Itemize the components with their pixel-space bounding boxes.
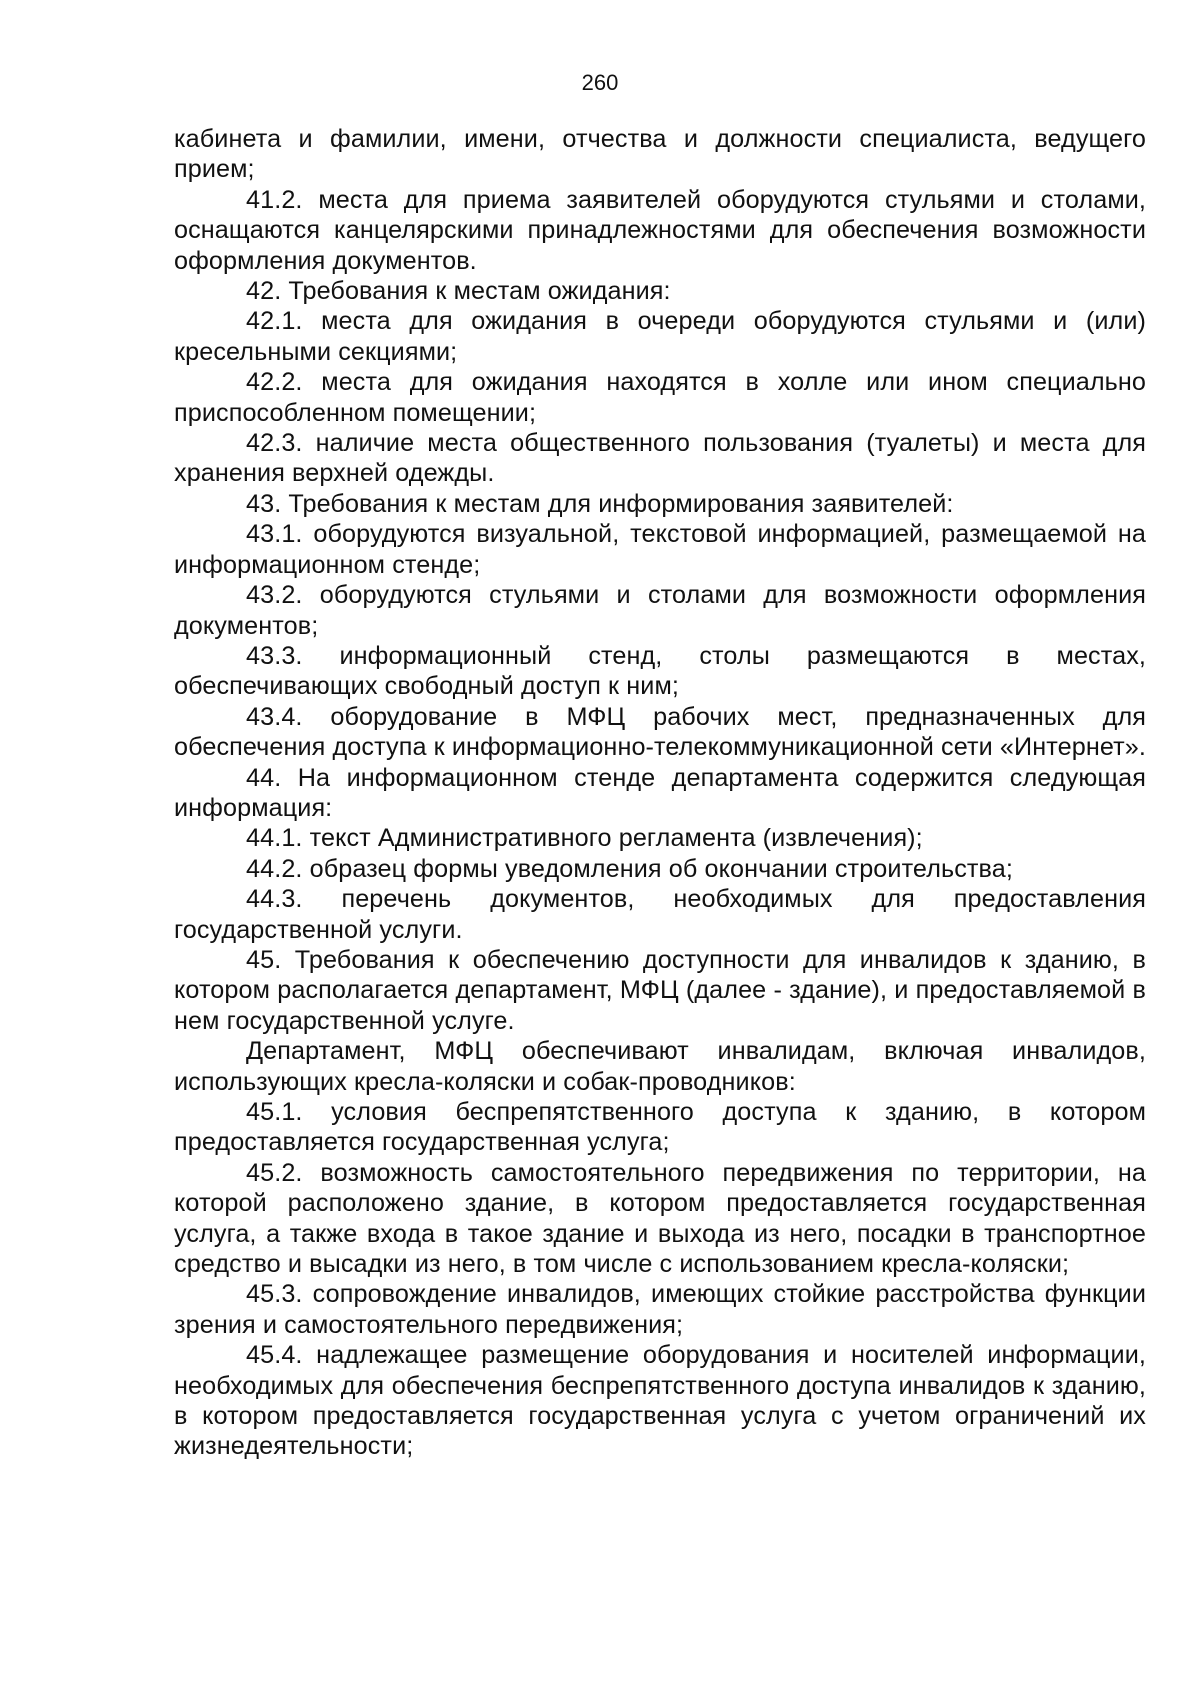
paragraph: 44.1. текст Административного регламента (извлечения); — [246, 824, 923, 853]
paragraph: 43. Требования к местам для информирования заявителей: — [246, 489, 954, 518]
paragraph: 41.2. места для приема заявителей оборудуются стульями и столами, оснащаются канцелярскими принадлежностями для обеспечения возможности оформления документов. — [174, 185, 1146, 275]
paragraph: 43.4. оборудование в МФЦ рабочих мест, предназначенных для обеспечения доступа к информационно-телекоммуникационной сети «Интернет». — [174, 702, 1146, 762]
paragraph: 45.3. сопровождение инвалидов, имеющих стойкие расстройства функции зрения и самостоятельного передвижения; — [174, 1280, 1146, 1339]
paragraph: 45.4. надлежащее размещение оборудования и носителей информации, необходимых для обеспечения беспрепятственного доступа инвалидов к зданию, в котором предоставляется государственная услуга с учетом ограничений их жизнедеятельности; — [174, 1341, 1146, 1461]
paragraph: 42.2. места для ожидания находятся в холле или ином специально приспособленном помещении; — [174, 368, 1146, 427]
paragraph: 45.1. условия беспрепятственного доступа к зданию, в котором предоставляется государственная услуга; — [174, 1098, 1146, 1157]
paragraph: 45. Требования к обеспечению доступности для инвалидов к зданию, в котором располагается департамент, МФЦ (далее - здание), и предоставляемой в нем государственной услуге. — [174, 945, 1146, 1035]
paragraph: 42. Требования к местам ожидания: — [246, 277, 671, 306]
paragraph: 43.3. информационный стенд, столы размещаются в местах, обеспечивающих свободный доступ к ним; — [174, 641, 1146, 701]
paragraph: 44.3. перечень документов, необходимых для предоставления государственной услуги. — [174, 885, 1146, 944]
paragraph: 45.2. возможность самостоятельного передвижения по территории, на которой расположено здание, в котором предоставляется государственная услуга, а также входа в такое здание и выхода из него, посадки в транспортное средство и высадки из него, в том числе с использованием кресла-коляски; — [174, 1158, 1146, 1279]
paragraph: 44. На информационном стенде департамента содержится следующая информация: — [174, 763, 1146, 822]
page-number: 260 — [581, 70, 619, 95]
paragraph: 43.1. оборудуются визуальной, текстовой информацией, размещаемой на информационном стенде; — [174, 520, 1146, 579]
paragraph: 42.1. места для ожидания в очереди оборудуются стульями и (или) кресельными секциями; — [174, 307, 1146, 366]
body-text — [174, 124, 1146, 1462]
paragraph: кабинета и фамилии, имени, отчества и должности специалиста, ведущего прием; — [174, 125, 1146, 184]
paragraph: Департамент, МФЦ обеспечивают инвалидам, включая инвалидов, использующих кресла-коляски и собак-проводников: — [174, 1037, 1146, 1096]
paragraph: 43.2. оборудуются стульями и столами для возможности оформления документов; — [174, 581, 1146, 640]
paragraph: 44.2. образец формы уведомления об окончании строительства; — [246, 854, 1013, 883]
paragraph: 42.3. наличие места общественного пользования (туалеты) и места для хранения верхней одежды. — [174, 429, 1146, 488]
